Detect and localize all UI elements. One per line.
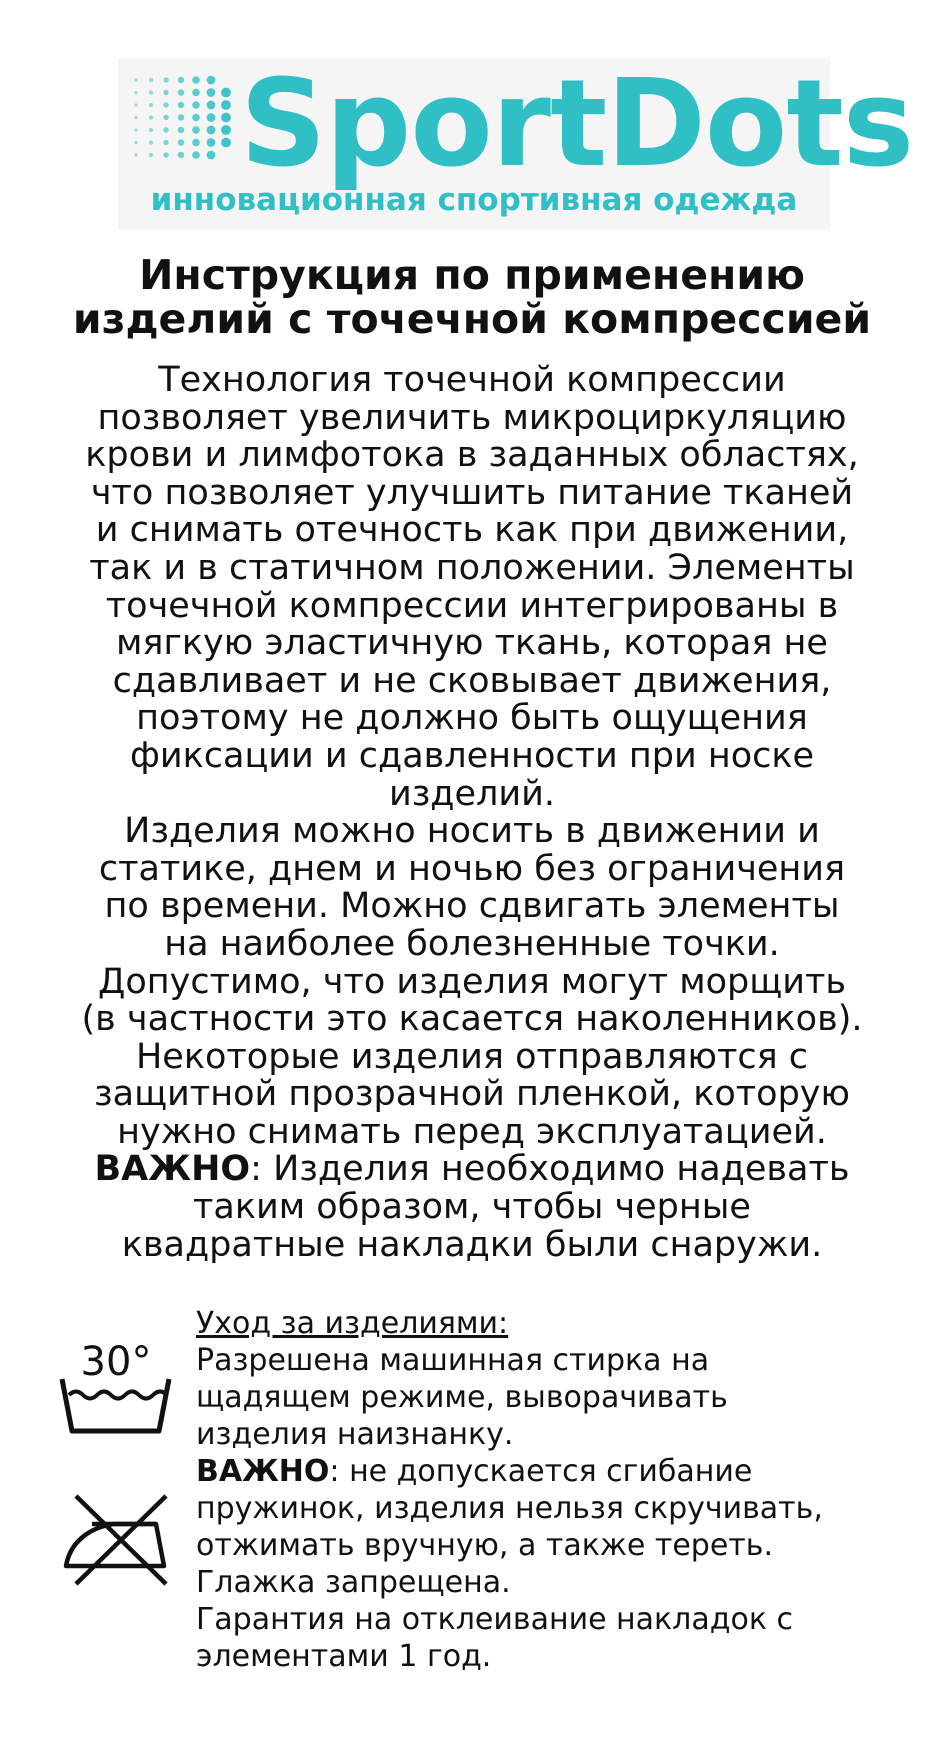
body-line: на наиболее болезненные точки. — [164, 923, 780, 964]
body-line: квадратные накладки были снаружи. — [121, 1224, 823, 1265]
body-line: Некоторые изделия отправляются с — [135, 1036, 809, 1077]
body-line: (в частности это касается наколенников). — [81, 999, 863, 1040]
brand-logo-text: SportDots — [240, 55, 914, 194]
care-line: щадящем режиме, выворачивать — [196, 1380, 728, 1415]
body-line: и снимать отечность как при движении, — [95, 510, 849, 551]
no-iron-icon — [58, 1488, 173, 1588]
body-line: Технология точечной компрессии — [158, 360, 786, 400]
care-line: отжимать вручную, а также тереть. — [196, 1528, 774, 1563]
care-line: пружинок, изделия нельзя скручивать, — [196, 1491, 823, 1526]
care-instructions — [196, 1305, 916, 1675]
important-line — [52, 1151, 892, 1189]
body-line: нужно снимать перед эксплуатацией. — [117, 1111, 827, 1152]
care-important-line — [196, 1453, 916, 1490]
body-line: фиксации и сдавленности при носке — [129, 735, 815, 776]
body-line: что позволяет улучшить питание тканей — [90, 472, 854, 513]
wash-temperature: 30° — [80, 1339, 152, 1385]
body-line: изделий. — [388, 773, 556, 814]
care-line: изделия наизнанку. — [196, 1417, 514, 1452]
care-line: Гарантия на отклеивание накладок с — [196, 1602, 793, 1637]
body-line: позволяет увеличить микроциркуляцию — [97, 397, 847, 438]
body-line: сдавливает и не сковывает движения, — [112, 660, 832, 701]
title-line: Инструкция по применению — [139, 251, 805, 299]
brand-tagline: инновационная спортивная одежда — [150, 182, 798, 218]
care-line: элементами 1 год. — [196, 1639, 492, 1674]
care-line: Разрешена машинная стирка на — [196, 1343, 710, 1378]
instructions-body — [52, 362, 892, 1264]
body-line: точечной компрессии интегрированы в — [105, 585, 839, 626]
body-line: защитной прозрачной пленкой, которую — [94, 1074, 850, 1115]
important-label: ВАЖНО — [94, 1149, 251, 1190]
care-heading: Уход за изделиями: — [196, 1306, 509, 1341]
wash-30-icon — [58, 1335, 173, 1440]
title-line: изделий с точечной компрессией — [72, 295, 872, 343]
care-important-label: ВАЖНО — [196, 1454, 330, 1489]
page-title — [40, 253, 904, 341]
body-line: Допустимо, что изделия могут морщить — [98, 961, 846, 1002]
care-important-text: : не допускается сгибание — [329, 1454, 753, 1489]
body-line: поэтому не должно быть ощущения — [136, 698, 808, 739]
body-line: крови и лимфотока в заданных областях, — [85, 435, 859, 476]
body-line: мягкую эластичную ткань, которая не — [116, 623, 828, 664]
care-line: Глажка запрещена. — [196, 1565, 511, 1600]
body-line: статике, днем и ночью без ограничения — [98, 848, 846, 889]
important-text: : Изделия необходимо надевать — [250, 1149, 850, 1190]
body-line: так и в статичном положении. Элементы — [89, 547, 855, 588]
logo-dots-icon — [128, 72, 238, 162]
body-line: Изделия можно носить в движении и — [124, 811, 820, 852]
body-line: таким образом, чтобы черные — [193, 1187, 751, 1228]
body-line: по времени. Можно сдвигать элементы — [104, 886, 840, 927]
